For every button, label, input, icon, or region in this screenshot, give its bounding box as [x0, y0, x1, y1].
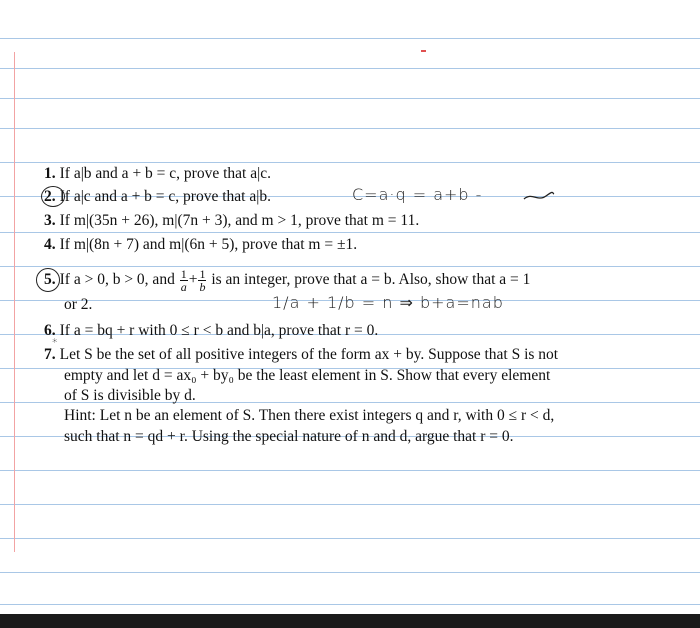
problem-text: If a|b and a + b = c, prove that a|c. — [59, 165, 271, 182]
problem-7 — [44, 346, 558, 364]
problem-7-line-3: of S is divisible by d. — [64, 387, 196, 404]
margin-line — [14, 52, 15, 552]
problem-6 — [44, 322, 378, 340]
problem-5-continuation: or 2. — [64, 296, 93, 313]
handwritten-star: * — [52, 336, 59, 349]
problem-7-hint: Hint: Let n be an element of S. Then there exist integers q and r, with 0 ≤ r < d, — [64, 407, 555, 424]
problem-text: If a = bq + r with 0 ≤ r < b and b|a, prove that r = 0. — [59, 322, 379, 339]
ruled-line — [0, 504, 700, 505]
problem-text: If m|(8n + 7) and m|(6n + 5), prove that m = ±1. — [59, 236, 358, 253]
fraction-1-over-a: $\frac{1}{a}$ — [180, 266, 187, 294]
ruled-line — [0, 604, 700, 605]
bottom-dark-bar — [0, 614, 700, 628]
problem-5 — [44, 266, 530, 294]
ruled-line — [0, 68, 700, 69]
ruled-line — [0, 38, 700, 39]
problem-number: 3. — [44, 212, 56, 229]
ruled-line — [0, 98, 700, 99]
ruled-line — [0, 538, 700, 539]
problem-text-end: is an integer, prove that a = b. Also, show that a = 1 — [211, 271, 531, 288]
problem-text: If m|(35n + 26), m|(7n + 3), and m > 1, prove that m = 11. — [59, 212, 420, 229]
problem-text-line-1: Let S be the set of all positive integers of the form ax + by. Suppose that S is not — [59, 346, 559, 363]
ruled-line — [0, 162, 700, 163]
plus-sign: + — [188, 271, 198, 288]
problem-4 — [44, 236, 357, 254]
problem-text: If a|c and a + b = c, prove that a|b. — [59, 188, 271, 205]
problem-number: 7. — [44, 346, 56, 363]
pen-mark — [421, 50, 426, 52]
ruled-line — [0, 572, 700, 573]
handwritten-note-2: C=a·q = a+b - — [352, 185, 483, 204]
problem-number: 6. — [44, 322, 56, 339]
problem-number: 2. — [44, 188, 56, 205]
handwritten-squiggle — [522, 190, 556, 204]
problem-text-start: If a > 0, b > 0, and — [59, 271, 175, 288]
ruled-line — [0, 128, 700, 129]
ruled-line — [0, 232, 700, 233]
fraction-1-over-b: $\frac{1}{b}$ — [199, 266, 206, 294]
problem-number: 4. — [44, 236, 56, 253]
ruled-line — [0, 470, 700, 471]
problem-number: 1. — [44, 165, 56, 182]
problem-7-line-2: empty and let d = ax₀ + by₀ be the least element in S. Show that every element — [64, 367, 551, 384]
problem-1 — [44, 165, 271, 183]
problem-number: 5. — [44, 271, 56, 288]
problem-3 — [44, 212, 419, 230]
handwritten-note-5: 1/a + 1/b = n ⇒ b+a=nab — [272, 293, 504, 312]
problem-7-hint-line-2: such that n = qd + r. Using the special nature of n and d, argue that r = 0. — [64, 428, 514, 445]
problem-2 — [44, 188, 271, 206]
